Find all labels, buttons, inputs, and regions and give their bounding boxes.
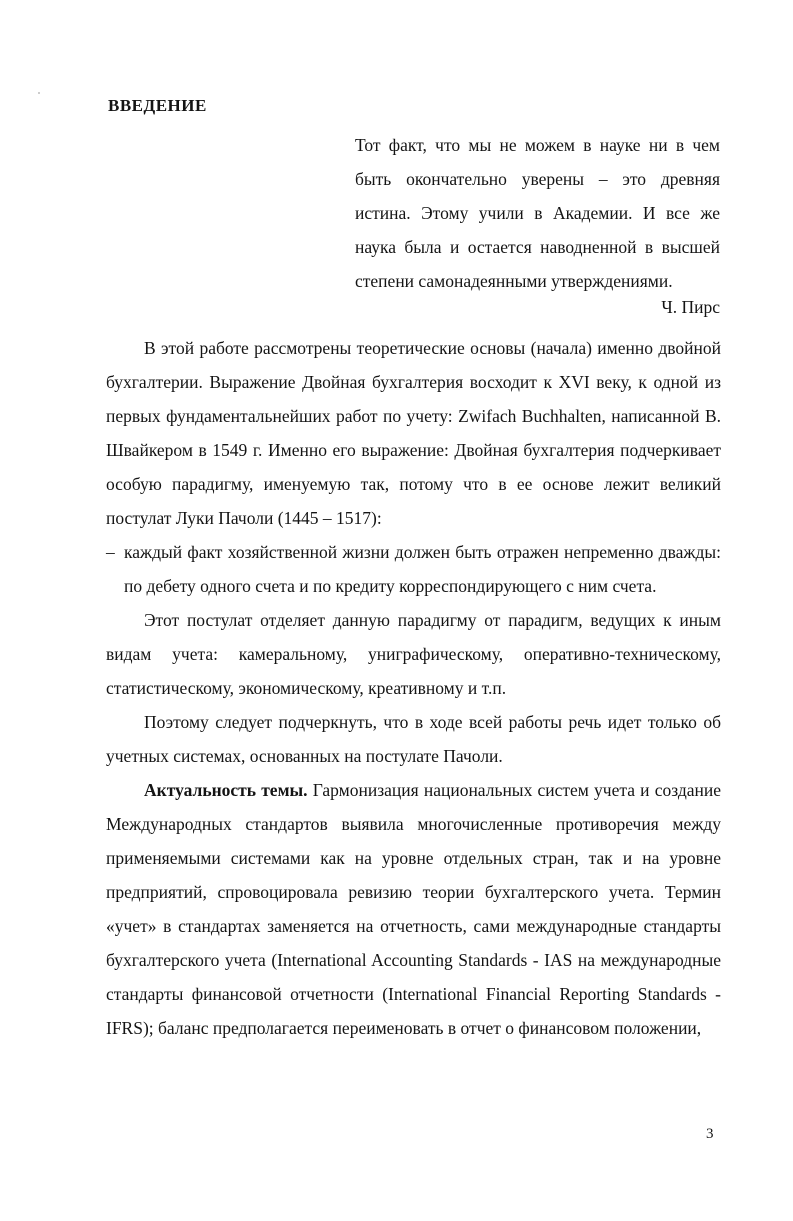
paragraph: В этой работе рассмотрены теоретические основы (начала) именно двойной бухгалтерии. Выражение Двойная бухгалтерия восходит к XVI веку, к одной из первых фундаментальнейших работ по учету: Zwifach Buchhalten, написанной В. Швайкером в 1549 г. Именно его выражение: Двойная бухгалтерия подчеркивает особую парадигму, именуемую так, потому что в ее основе лежит великий постулат Луки Пачоли (1445 – 1517): [106,338,721,528]
paragraph-relevance [106,773,721,1045]
list-item-text: каждый факт хозяйственной жизни должен быть отражен непременно дважды: по дебету одного счета и по кредиту корреспондирующего с ним счета. [124,542,721,596]
body-text [106,331,721,1045]
postulate-list [106,535,721,603]
page-number: 3 [706,1126,714,1142]
paragraph: Этот постулат отделяет данную парадигму от парадигм, ведущих к иным видам учета: камеральному, униграфическому, оперативно-техническому, статистическому, экономическому, креативному и т.п. [106,610,721,698]
paragraph-text: Гармонизация национальных систем учета и создание Международных стандартов выявила многочисленные противоречия между применяемыми системами как на уровне отдельных стран, так и на уровне предприятий, спровоцировала ревизию теории бухгалтерского учета. Термин «учет» в стандартах заменяется на отчетность, сами международные стандарты бухгалтерского учета (International Accounting Standards - IAS на международные стандарты финансовой отчетности (International Financial Reporting Standards - IFRS); баланс предполагается переименовать в отчет о финансовом положении, [106,780,721,1038]
paragraph: Поэтому следует подчеркнуть, что в ходе всей работы речь идет только об учетных системах, основанных на постулате Пачоли. [106,712,721,766]
section-heading: ВВЕДЕНИЕ [108,96,207,115]
epigraph-author: Ч. Пирс [661,297,720,317]
scan-artifact [38,92,40,94]
list-item [106,535,721,603]
epigraph-quote: Тот факт, что мы не можем в науке ни в чем быть окончательно уверены – это древняя истина. Этому учили в Академии. И все же наука была и остается наводненной в высшей степени самонадеянными утверждениями. [355,135,720,291]
paragraph-lead: Актуальность темы. [144,780,308,800]
list-dash: – [106,542,115,562]
